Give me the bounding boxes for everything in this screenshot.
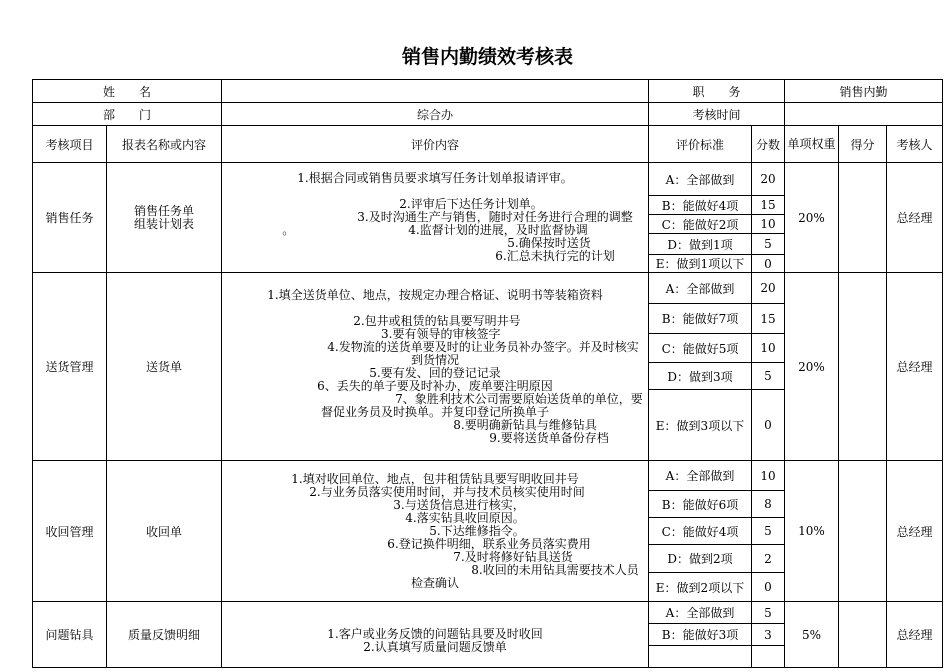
standard-cell: A：全部做到 xyxy=(649,461,752,491)
header-standard: 评价标准 xyxy=(649,126,752,163)
content-cell: 1.根据合同或销售员要求填写任务计划单报请评审。 2.评审后下达任务计划单。 3.及时沟通生产与销售，随时对任务进行合理的调整 。 4.监督计划的进展，及时监督协调 5.确保按时送货 6.汇总未执行完的计划 xyxy=(222,163,649,273)
score-cell: 10 xyxy=(752,334,785,363)
score-cell: 0 xyxy=(752,390,785,461)
weight-cell: 20% xyxy=(785,273,839,461)
standard-cell: E：做到1项以下 xyxy=(649,255,752,273)
got-cell[interactable] xyxy=(839,461,887,602)
got-cell[interactable] xyxy=(839,163,887,273)
score-cell: 5 xyxy=(752,234,785,255)
period-label: 考核时间 xyxy=(649,103,785,126)
header-weight: 单项权重 xyxy=(785,126,839,163)
standard-cell: C：能做好5项 xyxy=(649,334,752,363)
report-cell: 收回单 xyxy=(107,461,222,602)
standard-cell: B：能做好6项 xyxy=(649,491,752,518)
item-cell: 销售任务 xyxy=(33,163,107,273)
weight-cell: 5% xyxy=(785,602,839,668)
sheet-title: 销售内勤绩效考核表 xyxy=(401,46,573,68)
item-cell: 收回管理 xyxy=(33,461,107,602)
name-label: 姓 名 xyxy=(33,80,222,103)
score-cell: 3 xyxy=(752,624,785,646)
report-cell: 销售任务单 组装计划表 xyxy=(107,163,222,273)
content-cell: 1.客户或业务反馈的问题钻具要及时收回 2.认真填写质量问题反馈单 xyxy=(222,602,649,668)
header-got: 得分 xyxy=(839,126,887,163)
score-cell: 0 xyxy=(752,573,785,602)
position-value[interactable]: 销售内勤 xyxy=(785,80,943,103)
standard-cell: B：能做好3项 xyxy=(649,624,752,646)
score-cell: 15 xyxy=(752,304,785,334)
score-cell: 10 xyxy=(752,215,785,234)
info-row-name xyxy=(33,80,943,103)
item-cell: 问题钻具 xyxy=(33,602,107,668)
weight-cell: 20% xyxy=(785,163,839,273)
position-label: 职 务 xyxy=(649,80,785,103)
reviewer-cell: 总经理 xyxy=(887,602,943,668)
period-value[interactable] xyxy=(785,103,943,126)
header-content: 评价内容 xyxy=(222,126,649,163)
header-report: 报表名称或内容 xyxy=(107,126,222,163)
standard-cell: B：能做好7项 xyxy=(649,304,752,334)
table-row xyxy=(33,273,943,304)
reviewer-cell: 总经理 xyxy=(887,461,943,602)
header-reviewer: 考核人 xyxy=(887,126,943,163)
reviewer-cell: 总经理 xyxy=(887,273,943,461)
score-cell: 10 xyxy=(752,461,785,491)
standard-cell: D：做到3项 xyxy=(649,363,752,390)
score-cell: 5 xyxy=(752,602,785,624)
standard-cell xyxy=(649,646,752,668)
standard-cell: B：能做好4项 xyxy=(649,196,752,215)
standard-cell: A：全部做到 xyxy=(649,602,752,624)
got-cell[interactable] xyxy=(839,273,887,461)
name-value[interactable] xyxy=(222,80,649,103)
table-row xyxy=(33,602,943,624)
standard-cell: E：做到3项以下 xyxy=(649,390,752,461)
weight-cell: 10% xyxy=(785,461,839,602)
header-score: 分数 xyxy=(752,126,785,163)
report-cell: 质量反馈明细 xyxy=(107,602,222,668)
score-cell: 8 xyxy=(752,491,785,518)
report-cell: 送货单 xyxy=(107,273,222,461)
score-cell: 15 xyxy=(752,196,785,215)
dept-value[interactable]: 综合办 xyxy=(222,103,649,126)
dept-label: 部 门 xyxy=(33,103,222,126)
reviewer-cell: 总经理 xyxy=(887,163,943,273)
appraisal-table xyxy=(32,79,943,668)
header-item: 考核项目 xyxy=(33,126,107,163)
score-cell: 0 xyxy=(752,255,785,273)
standard-cell: C：能做好4项 xyxy=(649,518,752,545)
content-cell: 1.填对收回单位、地点，包井租赁钻具要写明收回井号 2.与业务员落实使用时间，并与技术员核实使用时间 3.与送货信息进行核实， 4.落实钻具收回原因。 5.下达维修指令。 6.登记换件明细，联系业务员落实费用 7.及时将修好钻具送货 8.收回的未用钻具需要技术人员 检查确认 xyxy=(222,461,649,602)
table-row xyxy=(33,163,943,196)
got-cell[interactable] xyxy=(839,602,887,668)
score-cell: 2 xyxy=(752,545,785,573)
score-cell: 5 xyxy=(752,518,785,545)
standard-cell: C：能做好2项 xyxy=(649,215,752,234)
score-cell xyxy=(752,646,785,668)
info-row-dept xyxy=(33,103,943,126)
standard-cell: D：做到1项 xyxy=(649,234,752,255)
standard-cell: A：全部做到 xyxy=(649,273,752,304)
table-row xyxy=(33,461,943,491)
standard-cell: A：全部做到 xyxy=(649,163,752,196)
score-cell: 5 xyxy=(752,363,785,390)
score-cell: 20 xyxy=(752,273,785,304)
header-row xyxy=(33,126,943,163)
item-cell: 送货管理 xyxy=(33,273,107,461)
standard-cell: D：做到2项 xyxy=(649,545,752,573)
content-cell: 1.填全送货单位、地点，按规定办理合格证、说明书等装箱资料 2.包井或租赁的钻具要写明井号 3.要有领导的审核签字 4.发物流的送货单要及时的让业务员补办签字。并及时核实 到货情况 5.要有发、回的登记记录 6、丢失的单子要及时补办，废单要注明原因 7、象胜利技术公司需要原始送货单的单位，要 督促业务员及时换单。并复印登记所换单子 8.要明确新钻具与维修钻具 9.要将送货单备份存档 xyxy=(222,273,649,461)
standard-cell: E：做到2项以下 xyxy=(649,573,752,602)
score-cell: 20 xyxy=(752,163,785,196)
